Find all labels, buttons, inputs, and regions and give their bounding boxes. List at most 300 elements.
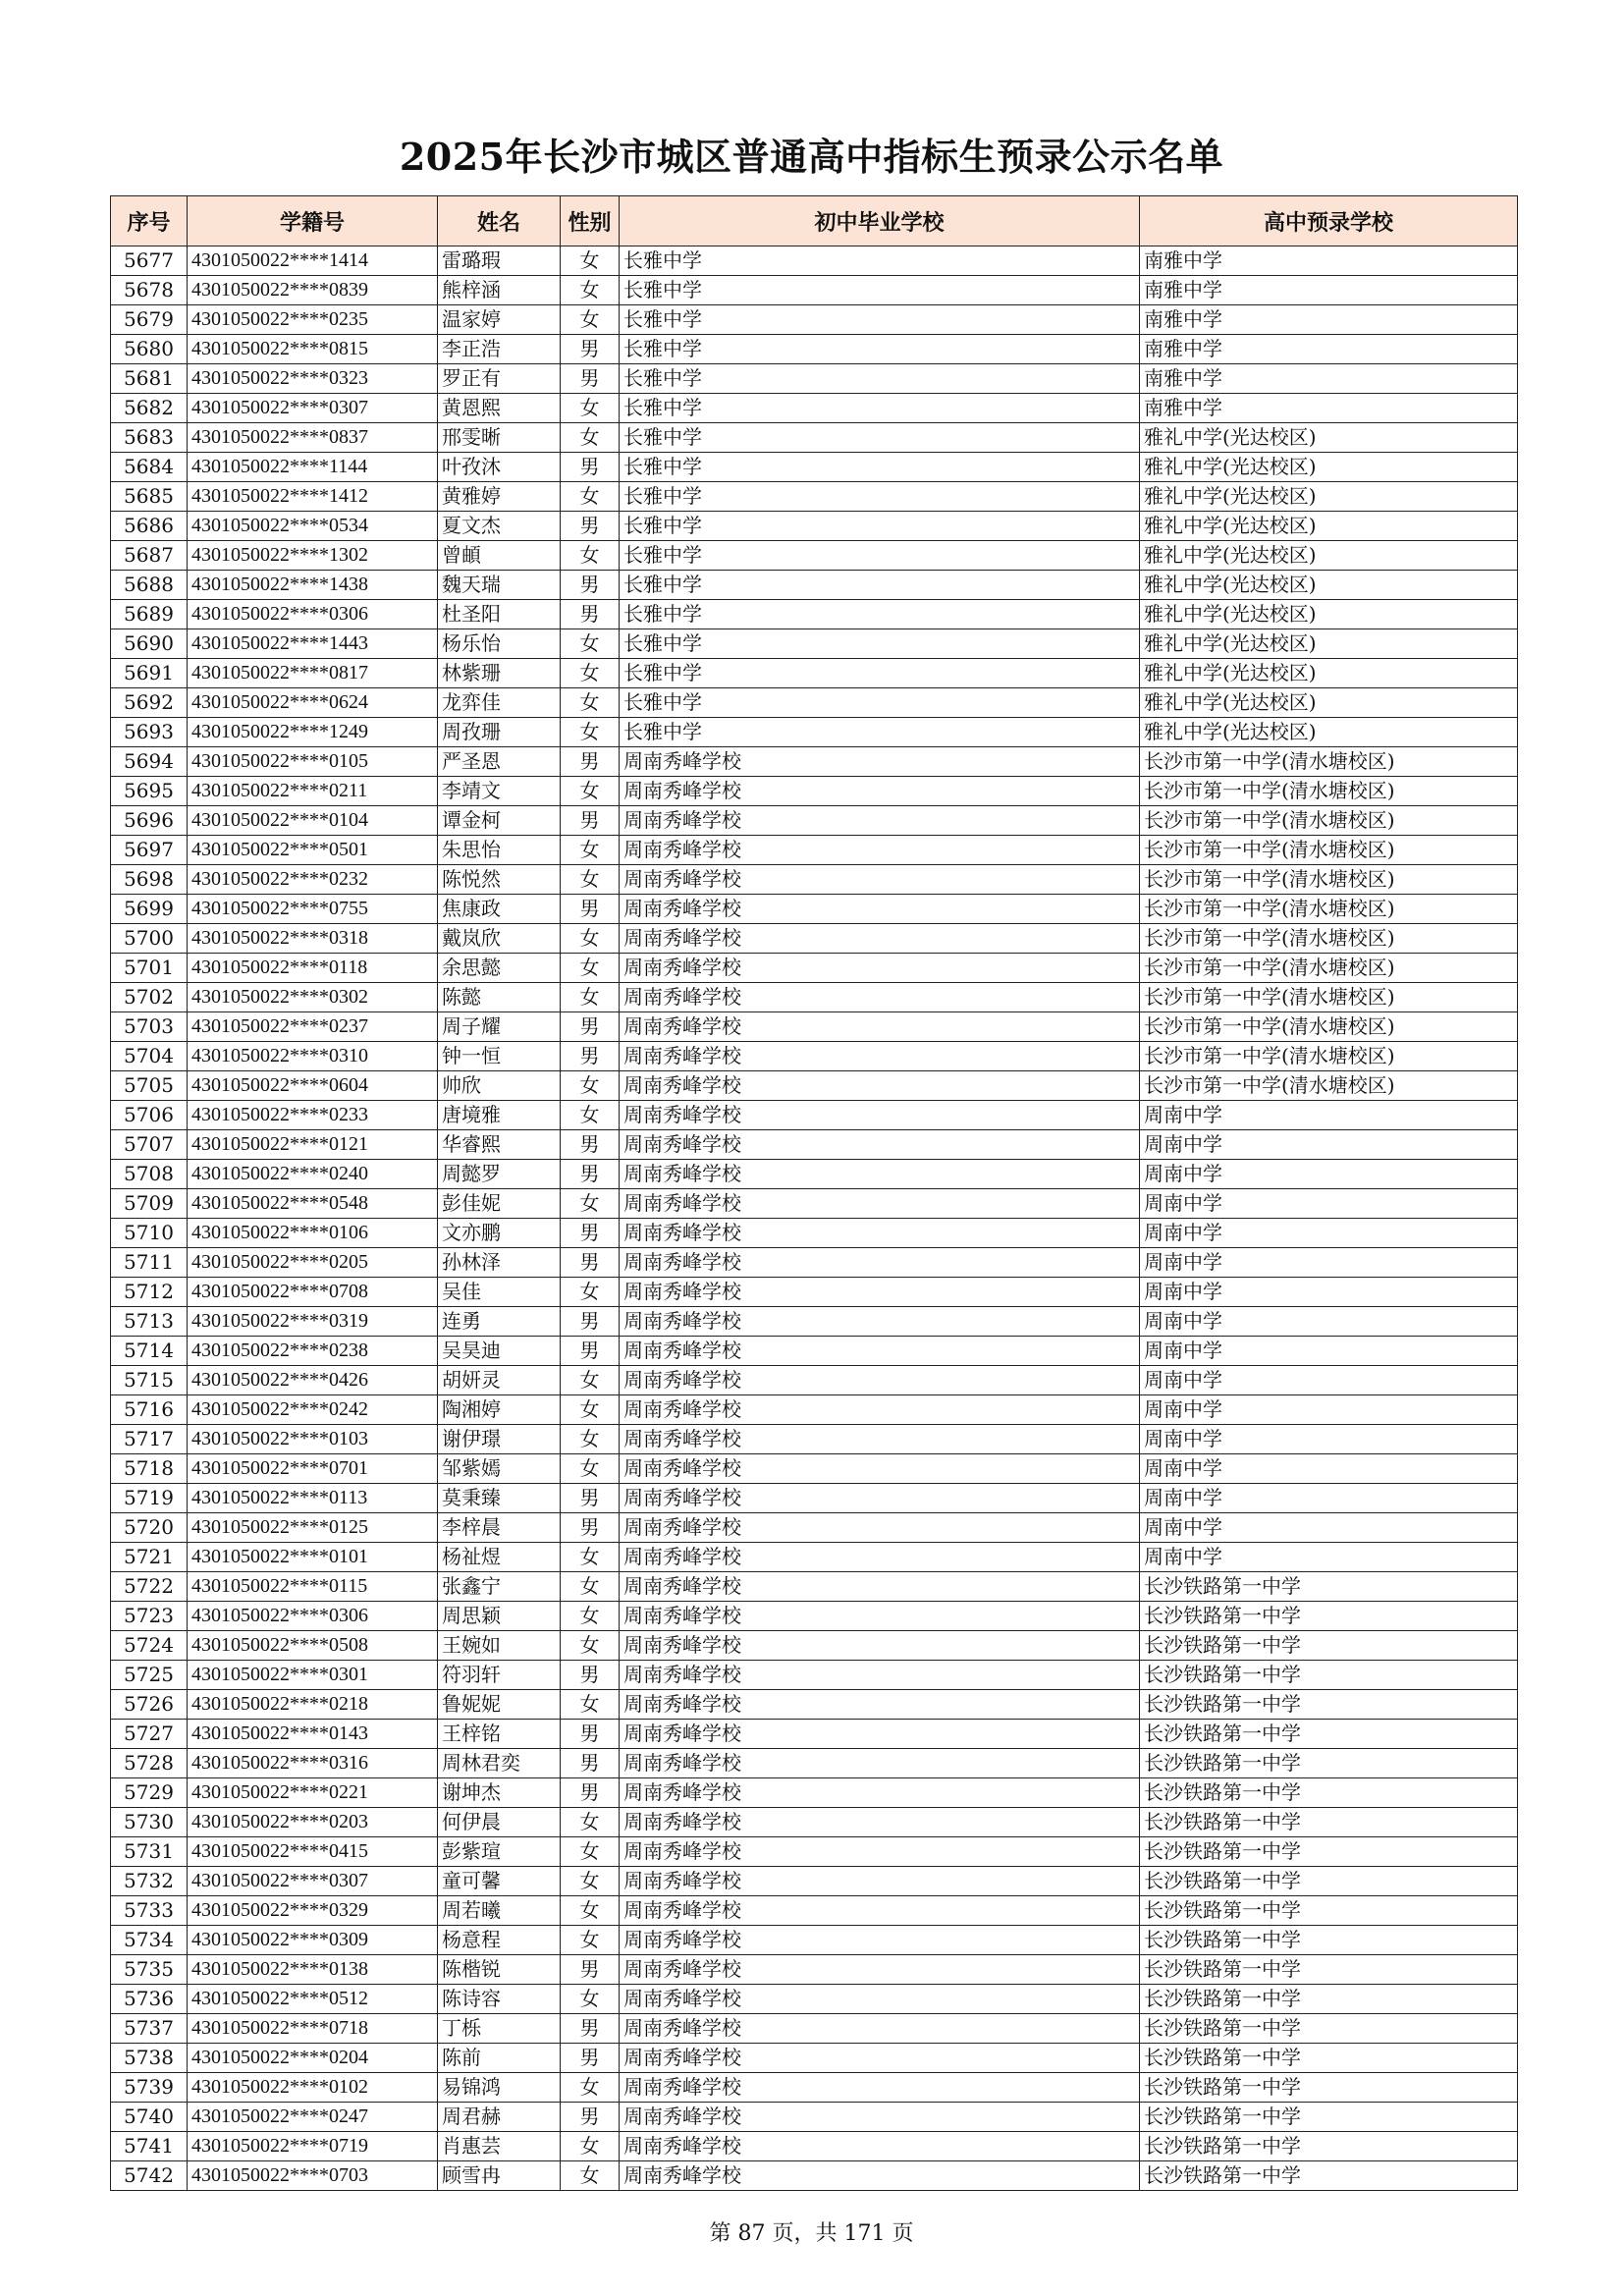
cell-gender: 女 (561, 1395, 620, 1425)
cell-name: 杨乐怡 (438, 629, 561, 659)
cell-index: 5720 (111, 1513, 188, 1543)
header-gender: 性别 (561, 196, 620, 246)
cell-senior-school: 周南中学 (1140, 1248, 1518, 1278)
cell-student-id: 4301050022****0306 (188, 1602, 438, 1631)
cell-junior-school: 长雅中学 (620, 482, 1140, 512)
table-row (111, 1985, 1518, 2014)
cell-junior-school: 周南秀峰学校 (620, 1808, 1140, 1837)
table-row (111, 1867, 1518, 1896)
cell-name: 华睿熙 (438, 1130, 561, 1160)
table-row (111, 954, 1518, 983)
cell-name: 鲁妮妮 (438, 1690, 561, 1720)
cell-name: 余思懿 (438, 954, 561, 983)
table-row (111, 924, 1518, 954)
cell-index: 5703 (111, 1012, 188, 1042)
cell-index: 5715 (111, 1366, 188, 1395)
table-row (111, 2073, 1518, 2103)
cell-student-id: 4301050022****0512 (188, 1985, 438, 2014)
cell-gender: 男 (561, 1749, 620, 1778)
cell-senior-school: 周南中学 (1140, 1337, 1518, 1366)
cell-gender: 男 (561, 335, 620, 364)
cell-index: 5738 (111, 2044, 188, 2073)
cell-index: 5735 (111, 1955, 188, 1985)
table-row (111, 1101, 1518, 1130)
table-row (111, 1543, 1518, 1572)
table-row (111, 2103, 1518, 2132)
cell-student-id: 4301050022****0837 (188, 423, 438, 453)
cell-senior-school: 长沙市第一中学(清水塘校区) (1140, 954, 1518, 983)
header-name: 姓名 (438, 196, 561, 246)
cell-junior-school: 周南秀峰学校 (620, 2103, 1140, 2132)
cell-index: 5707 (111, 1130, 188, 1160)
cell-junior-school: 周南秀峰学校 (620, 1867, 1140, 1896)
cell-student-id: 4301050022****0218 (188, 1690, 438, 1720)
cell-index: 5690 (111, 629, 188, 659)
cell-index: 5708 (111, 1160, 188, 1189)
cell-student-id: 4301050022****0240 (188, 1160, 438, 1189)
cell-senior-school: 周南中学 (1140, 1101, 1518, 1130)
cell-senior-school: 长沙铁路第一中学 (1140, 1926, 1518, 1955)
cell-index: 5705 (111, 1071, 188, 1101)
cell-gender: 女 (561, 1189, 620, 1219)
table-row (111, 1690, 1518, 1720)
cell-index: 5701 (111, 954, 188, 983)
cell-senior-school: 长沙市第一中学(清水塘校区) (1140, 1042, 1518, 1071)
cell-name: 杨祉煜 (438, 1543, 561, 1572)
cell-junior-school: 周南秀峰学校 (620, 1101, 1140, 1130)
cell-student-id: 4301050022****1249 (188, 718, 438, 747)
cell-student-id: 4301050022****0508 (188, 1631, 438, 1661)
table-row (111, 1926, 1518, 1955)
cell-senior-school: 雅礼中学(光达校区) (1140, 423, 1518, 453)
table-row (111, 1071, 1518, 1101)
cell-index: 5742 (111, 2161, 188, 2191)
cell-name: 陶湘婷 (438, 1395, 561, 1425)
cell-student-id: 4301050022****0232 (188, 865, 438, 895)
cell-senior-school: 长沙铁路第一中学 (1140, 1661, 1518, 1690)
cell-name: 李梓晨 (438, 1513, 561, 1543)
cell-gender: 女 (561, 394, 620, 423)
cell-senior-school: 雅礼中学(光达校区) (1140, 512, 1518, 541)
cell-student-id: 4301050022****0316 (188, 1749, 438, 1778)
cell-index: 5694 (111, 747, 188, 777)
table-row (111, 453, 1518, 482)
table-row (111, 1454, 1518, 1484)
cell-student-id: 4301050022****0307 (188, 1867, 438, 1896)
cell-senior-school: 长沙市第一中学(清水塘校区) (1140, 983, 1518, 1012)
cell-index: 5689 (111, 600, 188, 629)
cell-student-id: 4301050022****0624 (188, 688, 438, 718)
cell-name: 戴岚欣 (438, 924, 561, 954)
cell-senior-school: 雅礼中学(光达校区) (1140, 571, 1518, 600)
cell-name: 谭金柯 (438, 806, 561, 836)
cell-name: 朱思怡 (438, 836, 561, 865)
cell-index: 5730 (111, 1808, 188, 1837)
cell-index: 5740 (111, 2103, 188, 2132)
cell-junior-school: 长雅中学 (620, 305, 1140, 335)
cell-name: 陈楷锐 (438, 1955, 561, 1985)
cell-junior-school: 周南秀峰学校 (620, 1454, 1140, 1484)
cell-student-id: 4301050022****0113 (188, 1484, 438, 1513)
cell-gender: 男 (561, 453, 620, 482)
cell-index: 5724 (111, 1631, 188, 1661)
cell-name: 陈懿 (438, 983, 561, 1012)
header-senior-school: 高中预录学校 (1140, 196, 1518, 246)
cell-index: 5678 (111, 276, 188, 305)
cell-gender: 女 (561, 954, 620, 983)
cell-index: 5733 (111, 1896, 188, 1926)
cell-junior-school: 长雅中学 (620, 423, 1140, 453)
cell-senior-school: 长沙市第一中学(清水塘校区) (1140, 924, 1518, 954)
cell-index: 5682 (111, 394, 188, 423)
cell-junior-school: 周南秀峰学校 (620, 1985, 1140, 2014)
cell-name: 温家婷 (438, 305, 561, 335)
cell-index: 5711 (111, 1248, 188, 1278)
cell-senior-school: 周南中学 (1140, 1366, 1518, 1395)
table-row (111, 1955, 1518, 1985)
cell-name: 丁栎 (438, 2014, 561, 2044)
cell-index: 5693 (111, 718, 188, 747)
cell-name: 符羽轩 (438, 1661, 561, 1690)
cell-index: 5687 (111, 541, 188, 571)
table-row (111, 688, 1518, 718)
cell-senior-school: 长沙铁路第一中学 (1140, 1808, 1518, 1837)
cell-gender: 男 (561, 1307, 620, 1337)
cell-index: 5677 (111, 246, 188, 276)
cell-senior-school: 南雅中学 (1140, 305, 1518, 335)
cell-student-id: 4301050022****0708 (188, 1278, 438, 1307)
cell-name: 文亦鹏 (438, 1219, 561, 1248)
cell-gender: 男 (561, 571, 620, 600)
cell-student-id: 4301050022****1414 (188, 246, 438, 276)
cell-name: 周君赫 (438, 2103, 561, 2132)
cell-student-id: 4301050022****0318 (188, 924, 438, 954)
cell-gender: 男 (561, 1130, 620, 1160)
cell-name: 莫秉臻 (438, 1484, 561, 1513)
table-row (111, 718, 1518, 747)
cell-gender: 女 (561, 924, 620, 954)
table-row (111, 1778, 1518, 1808)
cell-student-id: 4301050022****0718 (188, 2014, 438, 2044)
table-row (111, 2014, 1518, 2044)
cell-senior-school: 南雅中学 (1140, 394, 1518, 423)
cell-junior-school: 长雅中学 (620, 276, 1140, 305)
cell-senior-school: 长沙市第一中学(清水塘校区) (1140, 777, 1518, 806)
cell-junior-school: 周南秀峰学校 (620, 1366, 1140, 1395)
cell-senior-school: 周南中学 (1140, 1454, 1518, 1484)
cell-gender: 女 (561, 305, 620, 335)
cell-student-id: 4301050022****0237 (188, 1012, 438, 1042)
cell-gender: 男 (561, 1248, 620, 1278)
cell-gender: 女 (561, 718, 620, 747)
cell-junior-school: 周南秀峰学校 (620, 1749, 1140, 1778)
cell-index: 5696 (111, 806, 188, 836)
cell-gender: 男 (561, 1160, 620, 1189)
cell-gender: 男 (561, 1513, 620, 1543)
cell-student-id: 4301050022****0755 (188, 895, 438, 924)
cell-junior-school: 长雅中学 (620, 394, 1140, 423)
cell-senior-school: 雅礼中学(光达校区) (1140, 453, 1518, 482)
cell-student-id: 4301050022****0238 (188, 1337, 438, 1366)
cell-junior-school: 周南秀峰学校 (620, 1278, 1140, 1307)
cell-gender: 男 (561, 895, 620, 924)
cell-index: 5734 (111, 1926, 188, 1955)
cell-gender: 男 (561, 1955, 620, 1985)
cell-senior-school: 长沙市第一中学(清水塘校区) (1140, 836, 1518, 865)
cell-senior-school: 长沙铁路第一中学 (1140, 1955, 1518, 1985)
table-row (111, 629, 1518, 659)
cell-name: 周孜珊 (438, 718, 561, 747)
cell-senior-school: 周南中学 (1140, 1160, 1518, 1189)
cell-name: 唐境雅 (438, 1101, 561, 1130)
cell-index: 5725 (111, 1661, 188, 1690)
cell-name: 邹紫嫣 (438, 1454, 561, 1484)
table-row (111, 1012, 1518, 1042)
cell-student-id: 4301050022****0115 (188, 1572, 438, 1602)
table-row (111, 1896, 1518, 1926)
cell-junior-school: 周南秀峰学校 (620, 2044, 1140, 2073)
cell-name: 吴佳 (438, 1278, 561, 1307)
cell-student-id: 4301050022****0221 (188, 1778, 438, 1808)
header-index: 序号 (111, 196, 188, 246)
cell-senior-school: 周南中学 (1140, 1425, 1518, 1454)
cell-index: 5706 (111, 1101, 188, 1130)
cell-student-id: 4301050022****0138 (188, 1955, 438, 1985)
cell-student-id: 4301050022****1438 (188, 571, 438, 600)
cell-student-id: 4301050022****1144 (188, 453, 438, 482)
cell-name: 熊梓涵 (438, 276, 561, 305)
cell-student-id: 4301050022****0104 (188, 806, 438, 836)
cell-student-id: 4301050022****1443 (188, 629, 438, 659)
cell-student-id: 4301050022****0247 (188, 2103, 438, 2132)
cell-junior-school: 周南秀峰学校 (620, 1631, 1140, 1661)
cell-student-id: 4301050022****0309 (188, 1926, 438, 1955)
cell-senior-school: 长沙铁路第一中学 (1140, 1690, 1518, 1720)
cell-junior-school: 周南秀峰学校 (620, 836, 1140, 865)
cell-gender: 男 (561, 1337, 620, 1366)
cell-gender: 女 (561, 1602, 620, 1631)
cell-gender: 女 (561, 1425, 620, 1454)
cell-senior-school: 雅礼中学(光达校区) (1140, 718, 1518, 747)
cell-senior-school: 雅礼中学(光达校区) (1140, 482, 1518, 512)
table-row (111, 1160, 1518, 1189)
table-row (111, 600, 1518, 629)
cell-name: 肖惠芸 (438, 2132, 561, 2161)
cell-student-id: 4301050022****0306 (188, 600, 438, 629)
table-row (111, 1130, 1518, 1160)
cell-student-id: 4301050022****0102 (188, 2073, 438, 2103)
cell-student-id: 4301050022****0719 (188, 2132, 438, 2161)
cell-index: 5712 (111, 1278, 188, 1307)
cell-name: 曾頔 (438, 541, 561, 571)
cell-student-id: 4301050022****0203 (188, 1808, 438, 1837)
cell-student-id: 4301050022****0815 (188, 335, 438, 364)
cell-gender: 女 (561, 1926, 620, 1955)
cell-gender: 男 (561, 1778, 620, 1808)
cell-name: 周林君奕 (438, 1749, 561, 1778)
cell-name: 彭佳妮 (438, 1189, 561, 1219)
cell-junior-school: 周南秀峰学校 (620, 1071, 1140, 1101)
cell-student-id: 4301050022****0105 (188, 747, 438, 777)
cell-junior-school: 周南秀峰学校 (620, 1543, 1140, 1572)
cell-senior-school: 周南中学 (1140, 1543, 1518, 1572)
cell-name: 童可馨 (438, 1867, 561, 1896)
cell-name: 龙弈佳 (438, 688, 561, 718)
cell-name: 谢坤杰 (438, 1778, 561, 1808)
cell-gender: 女 (561, 1101, 620, 1130)
table-row (111, 895, 1518, 924)
cell-gender: 女 (561, 423, 620, 453)
table-row (111, 1572, 1518, 1602)
cell-senior-school: 长沙市第一中学(清水塘校区) (1140, 1012, 1518, 1042)
cell-gender: 男 (561, 2044, 620, 2073)
cell-senior-school: 长沙铁路第一中学 (1140, 1602, 1518, 1631)
cell-name: 王婉如 (438, 1631, 561, 1661)
cell-gender: 女 (561, 983, 620, 1012)
table-row (111, 305, 1518, 335)
cell-name: 陈诗容 (438, 1985, 561, 2014)
cell-student-id: 4301050022****0310 (188, 1042, 438, 1071)
cell-senior-school: 雅礼中学(光达校区) (1140, 688, 1518, 718)
table-row (111, 2044, 1518, 2073)
cell-senior-school: 周南中学 (1140, 1484, 1518, 1513)
cell-student-id: 4301050022****0548 (188, 1189, 438, 1219)
cell-junior-school: 周南秀峰学校 (620, 1130, 1140, 1160)
cell-junior-school: 周南秀峰学校 (620, 1513, 1140, 1543)
cell-senior-school: 长沙铁路第一中学 (1140, 1896, 1518, 1926)
cell-junior-school: 周南秀峰学校 (620, 806, 1140, 836)
cell-junior-school: 周南秀峰学校 (620, 1337, 1140, 1366)
cell-name: 陈悦然 (438, 865, 561, 895)
cell-index: 5699 (111, 895, 188, 924)
cell-index: 5702 (111, 983, 188, 1012)
table-row (111, 571, 1518, 600)
cell-student-id: 4301050022****0817 (188, 659, 438, 688)
table-row (111, 747, 1518, 777)
cell-name: 杨意程 (438, 1926, 561, 1955)
cell-name: 易锦鸿 (438, 2073, 561, 2103)
cell-index: 5704 (111, 1042, 188, 1071)
cell-gender: 女 (561, 2161, 620, 2191)
cell-student-id: 4301050022****0839 (188, 276, 438, 305)
cell-senior-school: 长沙铁路第一中学 (1140, 1720, 1518, 1749)
cell-gender: 女 (561, 1808, 620, 1837)
cell-student-id: 4301050022****0106 (188, 1219, 438, 1248)
cell-name: 吴昊迪 (438, 1337, 561, 1366)
cell-senior-school: 周南中学 (1140, 1513, 1518, 1543)
table-row (111, 865, 1518, 895)
cell-junior-school: 周南秀峰学校 (620, 1160, 1140, 1189)
cell-index: 5686 (111, 512, 188, 541)
cell-senior-school: 南雅中学 (1140, 246, 1518, 276)
cell-junior-school: 长雅中学 (620, 629, 1140, 659)
cell-student-id: 4301050022****1302 (188, 541, 438, 571)
cell-gender: 女 (561, 777, 620, 806)
cell-name: 李正浩 (438, 335, 561, 364)
cell-senior-school: 周南中学 (1140, 1395, 1518, 1425)
cell-senior-school: 长沙铁路第一中学 (1140, 2103, 1518, 2132)
cell-name: 陈前 (438, 2044, 561, 2073)
table-row (111, 983, 1518, 1012)
cell-gender: 男 (561, 1661, 620, 1690)
page-title: 2025年长沙市城区普通高中指标生预录公示名单 (399, 135, 1224, 179)
cell-index: 5700 (111, 924, 188, 954)
cell-index: 5741 (111, 2132, 188, 2161)
table-row (111, 482, 1518, 512)
cell-name: 黄雅婷 (438, 482, 561, 512)
cell-gender: 女 (561, 2132, 620, 2161)
cell-junior-school: 周南秀峰学校 (620, 1012, 1140, 1042)
cell-gender: 男 (561, 364, 620, 394)
cell-name: 钟一恒 (438, 1042, 561, 1071)
table-row (111, 423, 1518, 453)
cell-gender: 女 (561, 1454, 620, 1484)
table-row (111, 1189, 1518, 1219)
cell-junior-school: 周南秀峰学校 (620, 1572, 1140, 1602)
cell-junior-school: 周南秀峰学校 (620, 1189, 1140, 1219)
cell-junior-school: 长雅中学 (620, 600, 1140, 629)
cell-name: 彭紫瑄 (438, 1837, 561, 1867)
cell-junior-school: 周南秀峰学校 (620, 1926, 1140, 1955)
header-student-id: 学籍号 (188, 196, 438, 246)
cell-index: 5710 (111, 1219, 188, 1248)
cell-junior-school: 周南秀峰学校 (620, 1307, 1140, 1337)
cell-student-id: 4301050022****0242 (188, 1395, 438, 1425)
cell-name: 胡妍灵 (438, 1366, 561, 1395)
cell-junior-school: 长雅中学 (620, 571, 1140, 600)
cell-junior-school: 周南秀峰学校 (620, 954, 1140, 983)
cell-index: 5691 (111, 659, 188, 688)
cell-senior-school: 长沙铁路第一中学 (1140, 1985, 1518, 2014)
cell-gender: 女 (561, 1071, 620, 1101)
table-row (111, 1631, 1518, 1661)
cell-junior-school: 周南秀峰学校 (620, 1395, 1140, 1425)
cell-gender: 女 (561, 1278, 620, 1307)
cell-name: 周思颖 (438, 1602, 561, 1631)
header-junior-school: 初中毕业学校 (620, 196, 1140, 246)
table-row (111, 1366, 1518, 1395)
cell-gender: 女 (561, 629, 620, 659)
cell-index: 5709 (111, 1189, 188, 1219)
cell-senior-school: 长沙铁路第一中学 (1140, 1631, 1518, 1661)
table-row (111, 1425, 1518, 1454)
cell-student-id: 4301050022****0703 (188, 2161, 438, 2191)
cell-gender: 女 (561, 1690, 620, 1720)
cell-index: 5719 (111, 1484, 188, 1513)
cell-name: 顾雪冉 (438, 2161, 561, 2191)
cell-name: 周若曦 (438, 1896, 561, 1926)
cell-gender: 男 (561, 2103, 620, 2132)
table-row (111, 276, 1518, 305)
cell-index: 5695 (111, 777, 188, 806)
cell-junior-school: 周南秀峰学校 (620, 777, 1140, 806)
cell-senior-school: 长沙铁路第一中学 (1140, 1572, 1518, 1602)
cell-gender: 女 (561, 1985, 620, 2014)
cell-junior-school: 周南秀峰学校 (620, 1837, 1140, 1867)
cell-senior-school: 雅礼中学(光达校区) (1140, 541, 1518, 571)
cell-index: 5728 (111, 1749, 188, 1778)
cell-index: 5732 (111, 1867, 188, 1896)
cell-name: 王梓铭 (438, 1720, 561, 1749)
table-row (111, 1749, 1518, 1778)
cell-senior-school: 雅礼中学(光达校区) (1140, 600, 1518, 629)
cell-name: 李靖文 (438, 777, 561, 806)
cell-student-id: 4301050022****0235 (188, 305, 438, 335)
cell-gender: 女 (561, 482, 620, 512)
cell-senior-school: 长沙铁路第一中学 (1140, 2161, 1518, 2191)
cell-senior-school: 周南中学 (1140, 1307, 1518, 1337)
page-footer: 第 87 页，共 171 页 (709, 2221, 914, 2246)
